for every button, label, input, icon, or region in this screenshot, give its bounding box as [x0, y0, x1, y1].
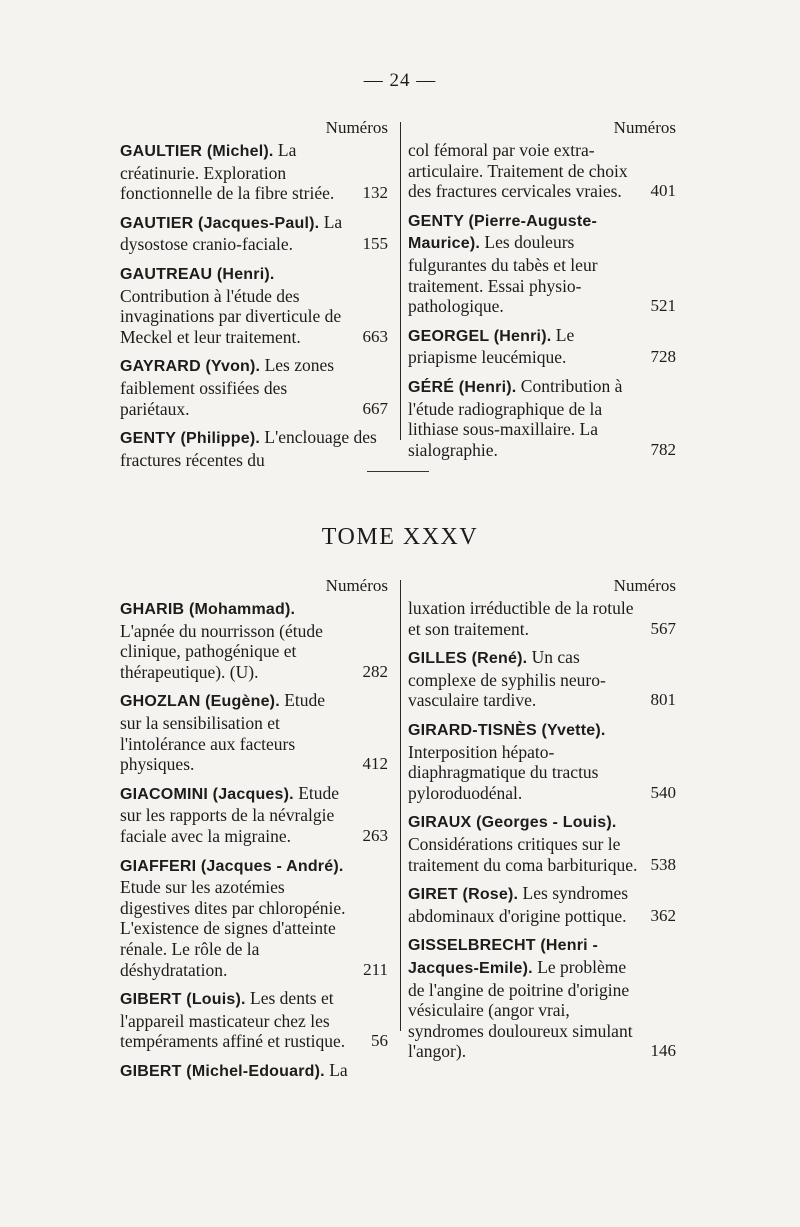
column-header: Numéros	[613, 576, 676, 595]
entry-title: L'apnée du nourrisson (étude clinique, pathogénique et thérapeutique). (U).	[120, 620, 323, 682]
index-entry	[120, 988, 388, 1052]
entry-page-number: 801	[650, 690, 676, 710]
entry-page-number: 155	[362, 234, 388, 254]
entry-body	[120, 140, 388, 204]
entry-author: GAUTIER (Jacques-Paul).	[120, 214, 320, 232]
entry-body	[408, 719, 676, 803]
entry-page-number: 521	[650, 296, 676, 316]
entry-body	[120, 598, 388, 682]
left-column	[120, 118, 388, 478]
entry-author: GIRET (Rose).	[408, 886, 519, 904]
index-entry	[408, 376, 676, 460]
entry-author: GENTY (Pierre-Auguste-Maurice).	[408, 212, 598, 253]
entry-title: Etude sur les rapports de la névralgie faciale avec la migraine.	[120, 782, 340, 846]
index-entry	[408, 598, 676, 639]
entry-page-number: 362	[650, 905, 676, 925]
right-column	[408, 118, 676, 468]
entry-body	[408, 647, 676, 711]
entry-page-number: 132	[362, 183, 388, 203]
entry-author: GAUTREAU (Henri).	[120, 265, 275, 283]
column-header: Numéros	[613, 118, 676, 137]
index-entry	[408, 210, 676, 317]
entry-body	[120, 355, 388, 419]
entry-author: GIAFFERI (Jacques - André).	[120, 857, 344, 875]
index-entry	[408, 647, 676, 711]
column-header: Numéros	[325, 118, 388, 137]
entry-body	[120, 855, 388, 981]
entry-page-number: 567	[650, 618, 676, 638]
entry-author: GAULTIER (Michel).	[120, 143, 274, 160]
entry-page-number: 667	[362, 398, 388, 418]
entry-author: GENTY (Philippe).	[120, 430, 261, 448]
entry-body	[120, 988, 388, 1052]
right-column	[408, 576, 676, 1070]
entry-body	[408, 210, 676, 317]
index-section-2	[120, 576, 690, 1080]
entry-title: col fémoral par voie extra-articulaire. Traitement de choix des fractures cervicales vraies.	[408, 140, 628, 202]
entry-author: GHOZLAN (Eugène).	[120, 693, 280, 711]
entry-author: GÉRÉ (Henri).	[408, 378, 517, 396]
index-entry	[120, 598, 388, 682]
entry-author: GILLES (René).	[408, 650, 528, 668]
entry-title: Considérations critiques sur le traitement du coma barbiturique.	[408, 833, 638, 875]
index-entry	[120, 1060, 388, 1083]
entry-author: GISSELBRECHT (Henri - Jacques-Emile).	[408, 937, 598, 977]
entry-page-number: 401	[650, 181, 676, 201]
index-section-1	[120, 118, 690, 470]
entry-body	[408, 325, 676, 368]
entry-title: Interposition hépato-diaphragmatique du tractus pyloroduodénal.	[408, 741, 599, 803]
index-entry	[120, 212, 388, 255]
entry-body	[120, 1060, 388, 1083]
section-rule	[367, 471, 429, 472]
entry-title: Les douleurs fulgurantes du tabès et leur traitement. Essai physio-pathologique.	[408, 232, 598, 317]
index-entry	[408, 883, 676, 926]
entry-author: GIRARD-TISNÈS (Yvette).	[408, 721, 606, 739]
entry-title: Contribution à l'étude des invaginations par diverticule de Meckel et leur traitement.	[120, 285, 342, 347]
entry-body	[120, 263, 388, 347]
entry-body	[408, 598, 676, 639]
index-entry	[120, 140, 388, 204]
page-number: — 24 —	[363, 70, 437, 91]
entry-title: Les dents et l'appareil masticateur chez les tempéraments affiné et rustique.	[120, 988, 346, 1052]
index-entry	[408, 325, 676, 368]
entry-title: Etude sur les azotémies digestives dites par chloropénie. L'existence de signes d'atteinte rénale. Le rôle de la déshydratation.	[120, 877, 346, 980]
entry-title: La créatinurie. Exploration fonctionnelle de la fibre striée.	[120, 140, 335, 204]
entry-page-number: 211	[363, 959, 388, 979]
entry-body	[408, 934, 676, 1062]
entry-page-number: 540	[650, 782, 676, 802]
column-header: Numéros	[325, 576, 388, 595]
entry-author: GIACOMINI (Jacques).	[120, 785, 294, 803]
volume-title: TOME XXXV	[321, 524, 479, 550]
entry-page-number: 782	[650, 439, 676, 459]
left-column	[120, 576, 388, 1090]
entry-page-number: 728	[650, 347, 676, 367]
index-entry	[120, 263, 388, 347]
entry-page-number: 282	[362, 661, 388, 681]
entry-page-number: 56	[371, 1031, 388, 1051]
entry-body	[120, 783, 388, 847]
entry-title: luxation irréductible de la rotule et son traitement.	[408, 598, 634, 639]
entry-body	[408, 376, 676, 460]
index-entry	[408, 811, 676, 875]
column-divider	[400, 580, 401, 1031]
entry-author: GIBERT (Michel-Edouard).	[120, 1062, 325, 1080]
entry-title: Le problème de l'angine de poitrine d'origine vésiculaire (angor vrai, syndromes douloureux simulant l'angor).	[408, 956, 633, 1062]
entry-author: GAYRARD (Yvon).	[120, 358, 261, 376]
entry-title: Les syndromes abdominaux d'origine pottique.	[408, 883, 629, 926]
entry-body	[120, 690, 388, 774]
entry-title: Un cas complexe de syphilis neuro-vasculaire tardive.	[408, 647, 606, 711]
entry-body	[408, 140, 676, 202]
entry-page-number: 663	[362, 326, 388, 346]
index-entry	[120, 427, 388, 470]
entry-author: GIRAUX (Georges - Louis).	[408, 814, 617, 832]
entry-body	[120, 212, 388, 255]
entry-title: La dysostose cranio-faciale.	[120, 211, 343, 255]
entry-title: Etude sur la sensibilisation et l'intolérance aux facteurs physiques.	[120, 690, 326, 775]
entry-page-number: 412	[362, 754, 388, 774]
entry-author: GHARIB (Mohammad).	[120, 601, 296, 618]
index-entry	[120, 783, 388, 847]
index-entry	[120, 690, 388, 774]
entry-title: Contribution à l'étude radiographique de la lithiase sous-maxillaire. La sialographie.	[408, 375, 623, 460]
entry-title: La	[324, 1059, 348, 1080]
index-entry	[408, 140, 676, 202]
entry-author: GIBERT (Louis).	[120, 991, 246, 1009]
index-entry	[408, 719, 676, 803]
index-entry	[120, 855, 388, 981]
column-divider	[400, 122, 401, 440]
entry-title: L'enclouage des fractures récentes du	[120, 427, 377, 470]
entry-body	[120, 427, 388, 470]
entry-page-number: 263	[362, 825, 388, 845]
entry-page-number: 146	[650, 1041, 676, 1061]
index-entry	[120, 355, 388, 419]
entry-body	[408, 811, 676, 875]
entry-body	[408, 883, 676, 926]
entry-page-number: 538	[650, 854, 676, 874]
index-entry	[408, 934, 676, 1062]
entry-title: Les zones faiblement ossifiées des pariétaux.	[120, 355, 335, 419]
entry-title: Le priapisme leucémique.	[408, 324, 575, 368]
entry-author: GEORGEL (Henri).	[408, 327, 552, 345]
